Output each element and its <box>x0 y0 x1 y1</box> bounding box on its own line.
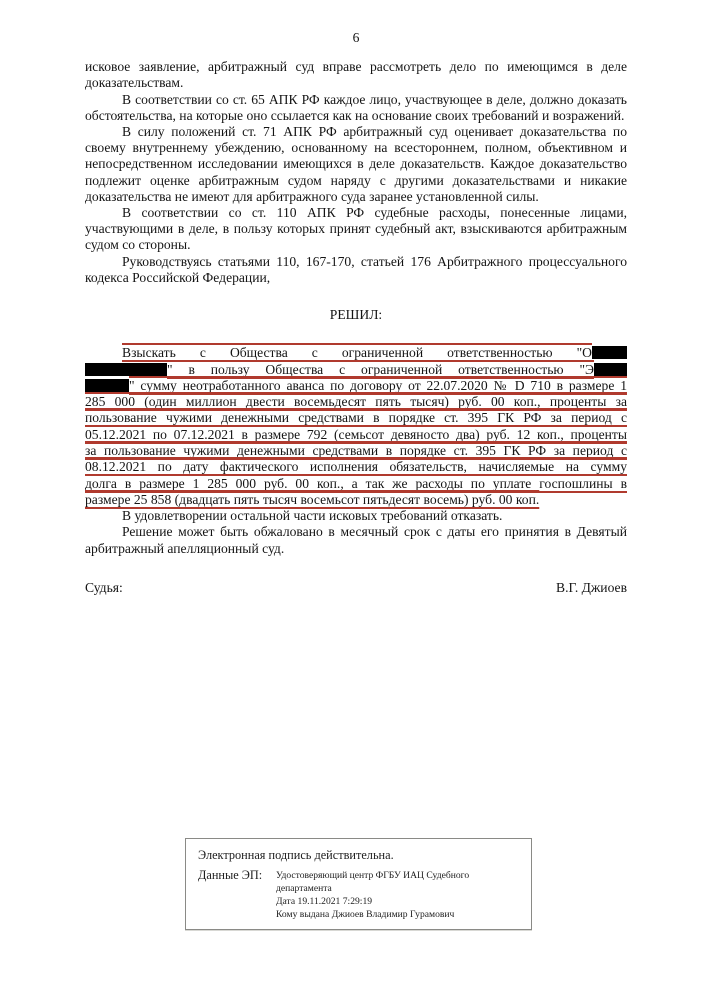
resolution-paragraph <box>85 345 627 508</box>
stamp-date: Дата 19.11.2021 7:29:19 <box>276 896 373 908</box>
resolution-text: " в пользу Общества с ограниченной ответственностью "Э <box>167 361 594 377</box>
resolution-text: Взыскать с Общества с ограниченной ответственностью "О <box>122 345 592 361</box>
judge-signature-row <box>85 580 627 596</box>
redaction-box <box>85 363 167 376</box>
resolved-heading: РЕШИЛ: <box>329 307 383 323</box>
resolution-text: долга в размере 1 285 000 руб. 00 коп., а так же расходы по уплате госпошлины в <box>85 475 627 491</box>
resolution-text: " сумму неотработанного аванса по договору от 22.07.2020 № D 710 в размере 1 <box>129 377 627 393</box>
paragraph-art-71: В силу положений ст. 71 АПК РФ арбитражный суд оценивает доказательства по своему внутреннему убеждению, основанному на всестороннем, полном, объективном и непосредственном исследовании имеющихся в деле доказательств. Каждое доказательство подлежит оценке арбитражным судом наряду с другими доказательствами и никакие доказательства не имеют для арбитражного суда заранее установленной силы. <box>85 124 627 204</box>
resolution-text: 285 000 (один миллион двести восемьдесят пять тысяч) руб. 00 коп., проценты за <box>85 394 627 410</box>
stamp-issued-to: Кому выдана Джиоев Владимир Гурамович <box>276 909 455 921</box>
redaction-box <box>85 379 129 392</box>
redaction-box <box>592 346 627 359</box>
resolution-text: 05.12.2021 по 07.12.2021 в размере 792 (семьсот девяносто два) руб. 12 коп., проценты <box>85 426 627 442</box>
page-number: 6 <box>352 30 360 45</box>
resolution-text: за пользование чужими денежными средствами в порядке ст. 395 ГК РФ за период с <box>85 443 627 459</box>
paragraph-evidence-available: исковое заявление, арбитражный суд вправе рассмотреть дело по имеющимся в деле доказательствам. <box>85 59 627 91</box>
electronic-signature-stamp <box>185 838 532 930</box>
resolution-line <box>85 443 627 459</box>
resolution-line <box>85 345 627 361</box>
resolution-line <box>85 476 627 492</box>
resolution-line <box>85 459 627 475</box>
redaction-box <box>594 363 627 376</box>
stamp-label: Данные ЭП: <box>198 868 263 883</box>
resolution-line <box>85 378 627 394</box>
resolution-text: размере 25 858 (двадцать пять тысяч восемьсот пятьдесят восемь) руб. 00 коп. <box>85 491 540 507</box>
stamp-data-row <box>198 869 521 921</box>
resolution-text: пользование чужими денежными средствами в порядке ст. 395 ГК РФ за период с <box>85 410 627 426</box>
paragraph-art-65: В соответствии со ст. 65 АПК РФ каждое лицо, участвующее в деле, должно доказать обстоятельства, на которые оно ссылается как на основание своих требований и возражений. <box>85 91 627 123</box>
resolution-line <box>85 492 627 508</box>
resolution-line <box>85 427 627 443</box>
stamp-title: Электронная подпись действительна. <box>198 848 394 863</box>
paragraph-dismiss-rest: В удовлетворении остальной части исковых требований отказать. <box>122 508 503 524</box>
resolution-line <box>85 362 627 378</box>
resolution-line <box>85 394 627 410</box>
stamp-certifying-center: Удостоверяющий центр ФГБУ ИАЦ Судебного департамента <box>276 870 470 895</box>
paragraph-art-110: В соответствии со ст. 110 АПК РФ судебные расходы, понесенные лицами, участвующими в деле, в пользу которых принят судебный акт, взыскиваются арбитражным судом со стороны. <box>85 205 627 253</box>
stamp-details <box>270 869 521 921</box>
judge-label: Судья: <box>85 579 123 595</box>
resolution-line <box>85 410 627 426</box>
paragraph-appeal: Решение может быть обжаловано в месячный срок с даты его принятия в Девятый арбитражный апелляционный суд. <box>85 524 627 556</box>
paragraph-guided-by: Руководствуясь статьями 110, 167-170, статьей 176 Арбитражного процессуального кодекса Российской Федерации, <box>85 253 627 285</box>
resolution-text: 08.12.2021 по дату фактического исполнения обязательств, начисляемые на сумму <box>85 459 627 475</box>
judge-name: В.Г. Джиоев <box>556 579 627 595</box>
